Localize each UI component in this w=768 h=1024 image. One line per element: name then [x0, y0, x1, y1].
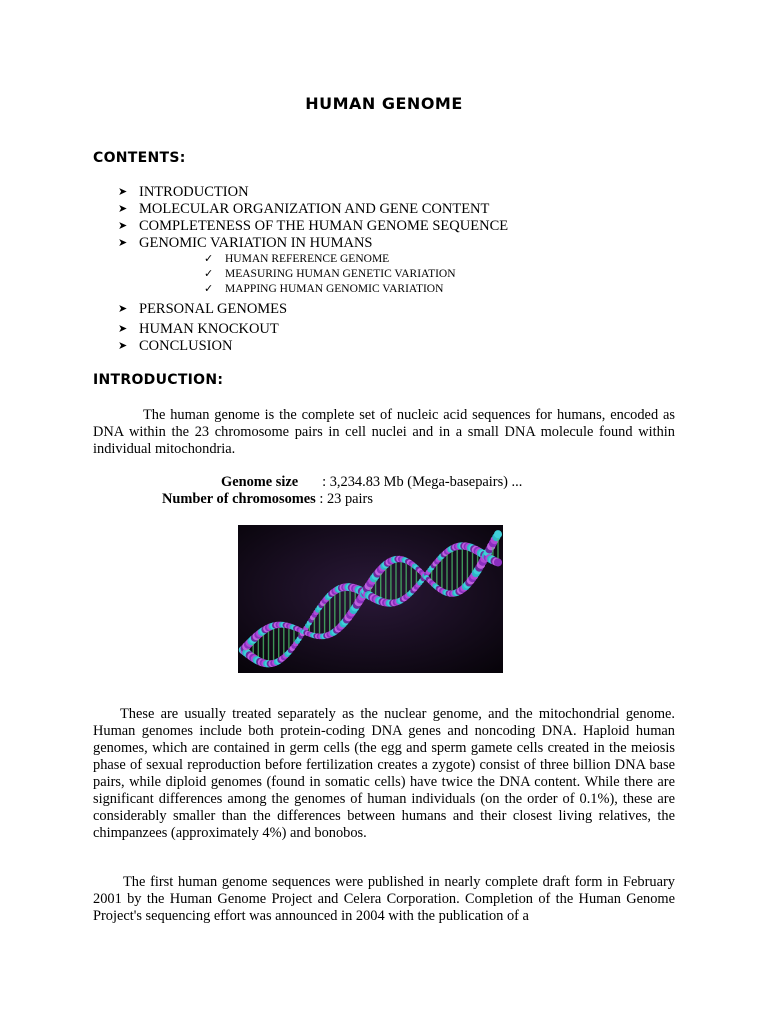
toc-item-label: CONCLUSION [139, 338, 233, 354]
genome-size-value: : 3,234.83 Mb (Mega-basepairs) ... [322, 474, 523, 490]
toc-item-label: PERSONAL GENOMES [139, 301, 288, 317]
toc-item [118, 301, 678, 321]
arrow-bullet-icon: ➤ [118, 340, 128, 352]
toc-subitem-label: MAPPING HUMAN GENOMIC VARIATION [225, 283, 444, 295]
chromosomes-value: : 23 pairs [319, 491, 373, 507]
arrow-bullet-icon: ➤ [118, 203, 128, 215]
toc-item [118, 184, 678, 201]
checkmark-icon: ✓ [204, 268, 214, 280]
genome-size-row [221, 474, 522, 491]
body-paragraph-2: These are usually treated separately as the nuclear genome, and the mitochondrial genome. Human genomes include both protein-coding DNA genes and noncoding DNA. Haploid human genomes, which are contained in germ cells (the egg and sperm gamete cells created in the meiosis phase of sexual reproduction before fertilization creates a zygote) consist of three billion DNA base pairs, while diploid genomes (found in somatic cells) have twice the DNA content. While there are significant differences among the genomes of human individuals (on the order of 0.1%), these are considerably smaller than the differences between humans and their closest living relatives, the chimpanzees (approximately 4%) and bonobos. [93, 706, 675, 841]
checkmark-icon: ✓ [204, 283, 214, 295]
helix-atom [494, 558, 502, 566]
page-title: HUMAN GENOME [305, 94, 463, 113]
arrow-bullet-icon: ➤ [118, 186, 128, 198]
toc-subitem [118, 252, 678, 267]
contents-heading: CONTENTS: [93, 150, 186, 166]
dna-helix-illustration [238, 525, 503, 673]
body-paragraph-3: The first human genome sequences were published in nearly complete draft form in February 2001 by the Human Genome Project and Celera Corporation. Completion of the Human Genome Project's sequencing effort was announced in 2004 with the publication of a [93, 874, 675, 924]
toc-item-label: MOLECULAR ORGANIZATION AND GENE CONTENT [139, 201, 490, 217]
genome-size-label: Genome size [221, 474, 299, 490]
toc-item-label: COMPLETENESS OF THE HUMAN GENOME SEQUENCE [139, 218, 509, 234]
dna-helix-image [238, 525, 503, 673]
chromosomes-label: Number of chromosomes [162, 491, 316, 507]
toc-subitem [118, 282, 678, 301]
arrow-bullet-icon: ➤ [118, 220, 128, 232]
toc-subitem [118, 267, 678, 282]
checkmark-icon: ✓ [204, 253, 214, 265]
toc-subitem-label: HUMAN REFERENCE GENOME [225, 253, 390, 265]
chromosomes-row [162, 491, 373, 508]
table-of-contents [118, 184, 678, 355]
toc-item [118, 218, 678, 235]
arrow-bullet-icon: ➤ [118, 303, 128, 315]
introduction-heading: INTRODUCTION: [93, 372, 224, 388]
toc-item [118, 235, 678, 252]
intro-paragraph: The human genome is the complete set of nucleic acid sequences for humans, encoded as DNA within the 23 chromosome pairs in cell nuclei and in a small DNA molecule found within individual mitochondria. [93, 407, 675, 457]
toc-subitem-label: MEASURING HUMAN GENETIC VARIATION [225, 268, 456, 280]
toc-item [118, 321, 678, 338]
toc-item [118, 201, 678, 218]
toc-item-label: HUMAN KNOCKOUT [139, 321, 279, 337]
toc-item-label: INTRODUCTION [139, 184, 249, 200]
arrow-bullet-icon: ➤ [118, 323, 128, 335]
toc-item [118, 338, 678, 355]
helix-atom [494, 530, 502, 538]
arrow-bullet-icon: ➤ [118, 237, 128, 249]
toc-item-label: GENOMIC VARIATION IN HUMANS [139, 235, 373, 251]
